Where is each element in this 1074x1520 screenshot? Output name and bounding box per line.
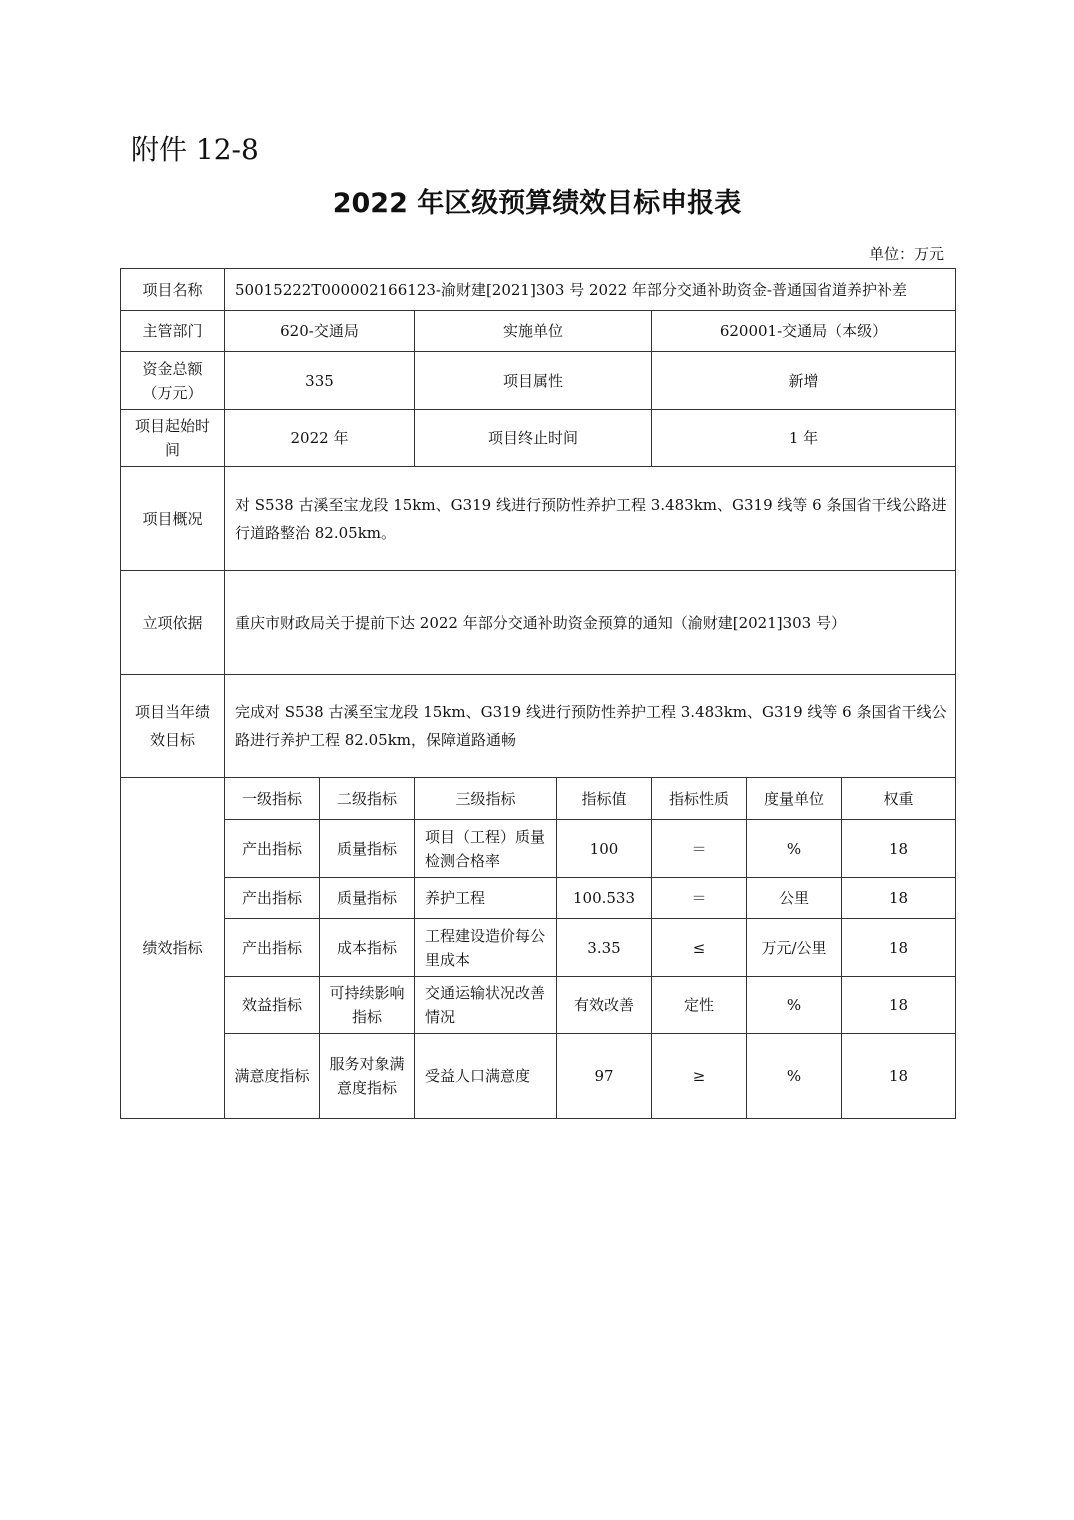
indicator-unit: %: [747, 1034, 842, 1119]
indicator-nature: ≥: [652, 1034, 747, 1119]
table-row: [121, 919, 956, 977]
unit-label: 单位：万元: [868, 245, 944, 263]
indicator-level1: 效益指标: [225, 977, 320, 1034]
attachment-number: 附件 12-8: [131, 133, 259, 166]
indicator-weight: 18: [842, 878, 956, 919]
indicator-header: 指标值: [557, 778, 652, 820]
indicator-value: 97: [557, 1034, 652, 1119]
indicator-level2: 可持续影响指标: [320, 977, 415, 1034]
indicator-unit: 公里: [747, 878, 842, 919]
fund-value: 335: [225, 352, 415, 410]
start-value: 2022 年: [225, 410, 415, 467]
project-name-value: 50015222T000002166123-渝财建[2021]303 号 2022 年部分交通补助资金-普通国省道养护补差: [225, 269, 956, 311]
table-row: [121, 977, 956, 1034]
table-row: [121, 878, 956, 919]
project-name-label: 项目名称: [121, 269, 225, 311]
attr-value: 新增: [652, 352, 956, 410]
indicator-level1: 产出指标: [225, 820, 320, 878]
attr-label: 项目属性: [415, 352, 652, 410]
indicator-header: 度量单位: [747, 778, 842, 820]
basis-value: 重庆市财政局关于提前下达 2022 年部分交通补助资金预算的通知（渝财建[2021]303 号）: [225, 571, 956, 675]
indicator-level3: 交通运输状况改善情况: [415, 977, 557, 1034]
start-label: 项目起始时间: [121, 410, 225, 467]
indicator-header: 二级指标: [320, 778, 415, 820]
indicator-nature: ＝: [652, 878, 747, 919]
overview-value: 对 S538 古溪至宝龙段 15km、G319 线进行预防性养护工程 3.483km、G319 线等 6 条国省干线公路进行道路整治 82.05km。: [225, 467, 956, 571]
basis-label: 立项依据: [121, 571, 225, 675]
dept-label: 主管部门: [121, 311, 225, 352]
indicator-nature: 定性: [652, 977, 747, 1034]
indicator-header: 指标性质: [652, 778, 747, 820]
indicator-unit: 万元/公里: [747, 919, 842, 977]
indicator-weight: 18: [842, 1034, 956, 1119]
table-row: [121, 820, 956, 878]
indicator-level3: 项目（工程）质量检测合格率: [415, 820, 557, 878]
indicator-level2: 服务对象满意度指标: [320, 1034, 415, 1119]
indicator-value: 100: [557, 820, 652, 878]
indicator-level3: 养护工程: [415, 878, 557, 919]
end-value: 1 年: [652, 410, 956, 467]
indicator-nature: ≤: [652, 919, 747, 977]
indicator-value: 3.35: [557, 919, 652, 977]
indicator-level3: 工程建设造价每公里成本: [415, 919, 557, 977]
indicator-level3: 受益人口满意度: [415, 1034, 557, 1119]
end-label: 项目终止时间: [415, 410, 652, 467]
budget-performance-table: [120, 268, 956, 1119]
indicator-nature: ＝: [652, 820, 747, 878]
indicator-level1: 满意度指标: [225, 1034, 320, 1119]
indicator-level2: 成本指标: [320, 919, 415, 977]
dept-value: 620-交通局: [225, 311, 415, 352]
goal-value: 完成对 S538 古溪至宝龙段 15km、G319 线进行预防性养护工程 3.483km、G319 线等 6 条国省干线公路进行养护工程 82.05km，保障道路通畅: [225, 675, 956, 778]
indicator-level1: 产出指标: [225, 878, 320, 919]
indicator-unit: %: [747, 977, 842, 1034]
indicator-value: 有效改善: [557, 977, 652, 1034]
indicators-section-label: 绩效指标: [121, 778, 225, 1119]
indicator-unit: %: [747, 820, 842, 878]
impl-label: 实施单位: [415, 311, 652, 352]
indicator-weight: 18: [842, 919, 956, 977]
indicator-level2: 质量指标: [320, 820, 415, 878]
fund-label: 资金总额（万元）: [121, 352, 225, 410]
indicator-level2: 质量指标: [320, 878, 415, 919]
indicator-level1: 产出指标: [225, 919, 320, 977]
indicator-weight: 18: [842, 820, 956, 878]
goal-label: 项目当年绩效目标: [121, 675, 225, 778]
indicator-value: 100.533: [557, 878, 652, 919]
page-title: 2022 年区级预算绩效目标申报表: [332, 188, 742, 219]
table-row: [121, 1034, 956, 1119]
indicator-header: 一级指标: [225, 778, 320, 820]
indicator-header: 权重: [842, 778, 956, 820]
indicator-weight: 18: [842, 977, 956, 1034]
overview-label: 项目概况: [121, 467, 225, 571]
indicator-header: 三级指标: [415, 778, 557, 820]
impl-value: 620001-交通局（本级）: [652, 311, 956, 352]
